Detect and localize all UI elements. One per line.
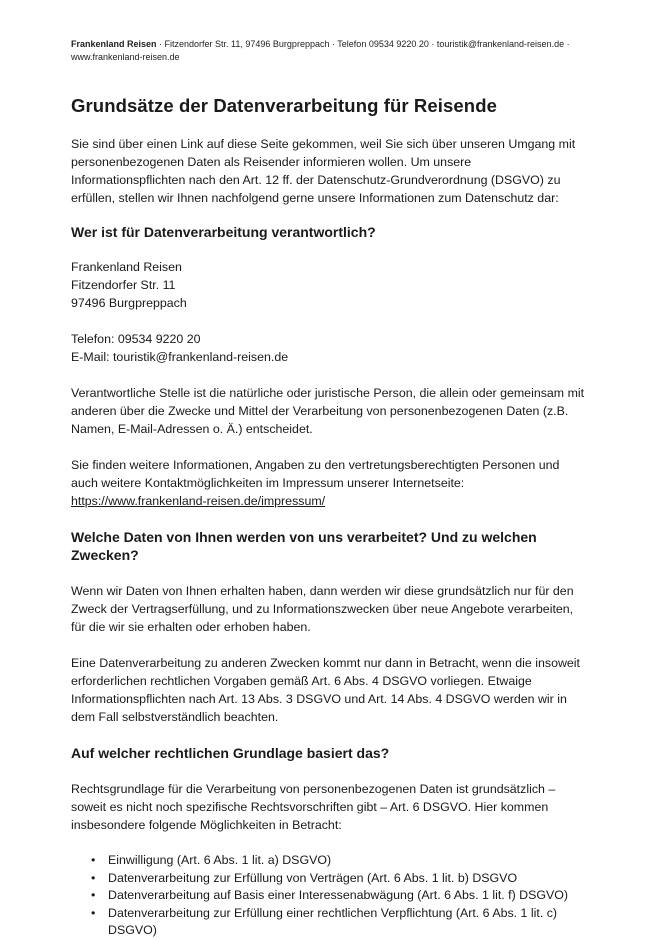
- bullet-icon: •: [91, 905, 96, 920]
- list-item-text: Datenverarbeitung zur Erfüllung einer rechtlichen Verpflichtung (Art. 6 Abs. 1 lit. c) DSGVO): [108, 905, 558, 937]
- list-item-text: Datenverarbeitung zur Erfüllung von Verträgen (Art. 6 Abs. 1 lit. b) DSGVO: [108, 870, 518, 885]
- legal-basis-list: [71, 852, 586, 940]
- contact-email: E-Mail: touristik@frankenland-reisen.de: [71, 350, 289, 364]
- intro-paragraph: Sie sind über einen Link auf diese Seite gekommen, weil Sie sich über unseren Umgang mit personenbezogenen Daten als Reisender informieren wollen. Um unsere Informationspflichten nach den Art. 12 ff. der Datenschutz-Grundverordnung (DSGVO) zu erfüllen, stellen wir Ihnen nachfolgend gerne unsere Informationen zum Datenschutz dar:: [71, 137, 576, 205]
- bullet-icon: •: [91, 870, 96, 885]
- contact-block: [71, 330, 586, 366]
- imprint-text: Sie finden weitere Informationen, Angaben zu den vertretungsberechtigten Personen und auch weitere Kontaktmöglichkeiten im Impressum unserer Internetseite:: [71, 458, 560, 490]
- page-title: Grundsätze der Datenverarbeitung für Reisende: [71, 95, 497, 116]
- list-item: [71, 905, 586, 940]
- list-item: [71, 852, 586, 870]
- address-block: [71, 258, 586, 312]
- imprint-link[interactable]: https://www.frankenland-reisen.de/impressum/: [71, 494, 326, 508]
- section-heading-legal-basis: Auf welcher rechtlichen Grundlage basiert das?: [71, 745, 390, 761]
- bullet-icon: •: [91, 853, 96, 867]
- letterhead-details: · Fitzendorfer Str. 11, 97496 Burgpreppach · Telefon 09534 9220 20 · touristik@frankenland-reisen.de ·: [156, 39, 570, 49]
- imprint-paragraph: [71, 456, 586, 510]
- section-heading-data-purposes: Welche Daten von Ihnen werden von uns verarbeitet? Und zu welchen Zwecken?: [71, 529, 537, 563]
- purposes-paragraph-2: Eine Datenverarbeitung zu anderen Zwecken kommt nur dann in Betracht, wenn die insoweit erforderlichen rechtlichen Vorgaben gemäß Art. 6 Abs. 4 DSGVO vorliegen. Etwaige Informationspflichten nach Art. 13 Abs. 3 DSGVO und Art. 14 Abs. 4 DSGVO werden wir in dem Fall selbstverständlich beachten.: [71, 656, 580, 724]
- document-page: [71, 38, 586, 940]
- letterhead: [71, 38, 586, 64]
- responsible-definition-paragraph: Verantwortliche Stelle ist die natürliche oder juristische Person, die allein oder gemeinsam mit anderen über die Zwecke und Mittel der Verarbeitung von personenbezogenen Daten (z.B. Namen, E-Mail-Adressen o. Ä.) entscheidet.: [71, 386, 585, 436]
- list-item-text: Einwilligung (Art. 6 Abs. 1 lit. a) DSGVO): [108, 853, 332, 867]
- section-heading-responsible: Wer ist für Datenverarbeitung verantwortlich?: [71, 224, 376, 240]
- list-item: [71, 887, 586, 905]
- list-item: [71, 870, 586, 888]
- address-line-street: Fitzendorfer Str. 11: [71, 278, 176, 292]
- purposes-paragraph-1: Wenn wir Daten von Ihnen erhalten haben, dann werden wir diese grundsätzlich nur für den Zweck der Vertragserfüllung, und zu Informationszwecken über neue Angebote verarbeiten, für die wir sie erhalten oder erhoben haben.: [71, 584, 574, 634]
- list-item-text: Datenverarbeitung auf Basis einer Interessenabwägung (Art. 6 Abs. 1 lit. f) DSGVO): [108, 888, 569, 902]
- letterhead-website: www.frankenland-reisen.de: [71, 52, 180, 62]
- bullet-icon: •: [91, 888, 96, 902]
- letterhead-company: Frankenland Reisen: [71, 39, 157, 49]
- contact-phone: Telefon: 09534 9220 20: [71, 332, 201, 346]
- legal-basis-paragraph: Rechtsgrundlage für die Verarbeitung von personenbezogenen Daten ist grundsätzlich – soweit es nicht noch spezifische Rechtsvorschriften gibt – Art. 6 DSGVO. Hier kommen insbesondere folgende Möglichkeiten in Betracht:: [71, 782, 556, 832]
- address-line-city: 97496 Burgpreppach: [71, 296, 187, 310]
- address-line-company: Frankenland Reisen: [71, 260, 182, 274]
